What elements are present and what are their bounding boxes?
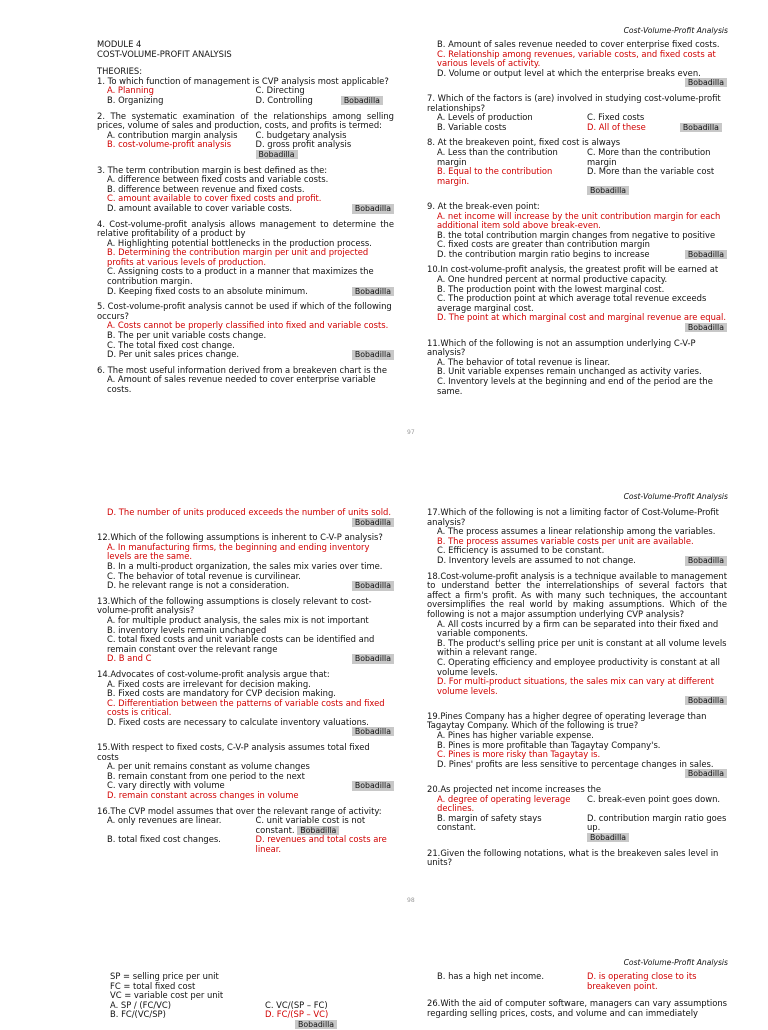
option: A. One hundred percent at normal productive capacity. xyxy=(437,274,668,285)
question-18: 18.Cost-volume-profit analysis is a technique available to management to understand better the interrelationships of several factors that affect a firm's profit. As with many such techniques, the accountant oversimplifies the real world by making assumptions. Which of the following is not a major assumption underlying CVP analysis? A. All costs incurred by a firm can be separated into their fixed and variable components. B. The product's selling price per unit is constant at all volume levels within a relevant range. C. Operating efficiency and employee productivity is constant at all volume levels. D. For multi-product situations, the sales mix can vary at different volume levels. Bobadilla xyxy=(427,570,727,706)
question-21: 21.Given the following notations, what is the breakeven sales level in units? xyxy=(427,847,719,868)
answer-option: C. amount available to cover fixed costs and profit. xyxy=(107,193,322,204)
author-tag: Bobadilla xyxy=(256,150,298,159)
option: C. The production point at which average total revenue exceeds average marginal cost. xyxy=(437,293,707,313)
answer-option: D. revenues and total costs are linear. xyxy=(255,834,387,854)
right-column xyxy=(427,508,727,874)
question-2: 2. The systematic examination of the relationships among selling prices, volume of sales and production, costs, and profits is termed: A. contribution margin analysis C. budgetary analysis B. cost-volume-profit analysis D. gross profit analysis Bobadilla xyxy=(97,110,394,159)
notation-line: VC = variable cost per unit xyxy=(110,990,224,1001)
option: C. break-even point goes down. xyxy=(587,793,721,804)
notation-line: FC = total fixed cost xyxy=(110,980,196,991)
page-98 xyxy=(0,478,768,908)
answer-option: A. Costs cannot be properly classified into fixed and variable costs. xyxy=(107,320,389,331)
page-97 xyxy=(0,0,768,440)
option: D. amount available to cover variable costs. xyxy=(107,202,293,213)
author-tag: Bobadilla xyxy=(341,96,383,105)
option: A. for multiple product analysis, the sales mix is not important xyxy=(107,614,369,625)
option: C. VC/(SP – FC) xyxy=(265,999,328,1010)
option: A. Levels of production xyxy=(437,112,533,123)
option: B. Pines is more profitable than Tagaytay Company's. xyxy=(437,739,661,750)
question-1: 1. To which function of management is CVP analysis most applicable? A. Planning C. Directing B. Organizing D. Controlling Bobadilla xyxy=(97,77,394,106)
option: D. the contribution margin ratio begins to increase xyxy=(437,248,650,259)
option: C. Directing xyxy=(255,85,305,96)
question-8: 8. At the breakeven point, fixed cost is always A. Less than the contribution margin C. More than the contribution margin B. Equal to the contribution margin. D. More than the variable cost Bobadilla xyxy=(427,138,727,196)
option: D. FC/(SP – VC)Bobadilla xyxy=(255,1010,400,1029)
option: C. vary directly with volume xyxy=(107,780,225,791)
answer-option: D. is operating close to its breakeven point. xyxy=(587,971,697,991)
option: D. gross profit analysis Bobadilla xyxy=(255,139,352,159)
option: B. The product's selling price per unit is constant at all volume levels within a relevant range. xyxy=(437,637,727,658)
option: D. Volume or output level at which the enterprise breaks even. xyxy=(437,67,701,78)
option: D. he relevant range is not a consideration. xyxy=(107,580,290,591)
option: A. Highlighting potential bottlenecks in the production process. xyxy=(107,237,372,248)
answer-option: B. Determining the contribution margin per unit and projected profits at various levels of production. xyxy=(107,247,369,267)
question-7: 7. Which of the factors is (are) involved in studying cost-volume-profit relationships? A. Levels of production C. Fixed costs B. Variable costs D. All of these Bobadilla xyxy=(427,94,727,132)
author-tag: Bobadilla xyxy=(352,581,394,591)
author-tag: Bobadilla xyxy=(352,204,394,214)
option: C. More than the contribution margin xyxy=(587,146,711,167)
answer-option: C. Differentiation between the patterns of variable costs and fixed costs is critical. xyxy=(107,697,385,718)
option: B. The per unit variable costs change. xyxy=(107,330,267,341)
module-number: MODULE 4 xyxy=(97,39,142,49)
option: B. margin of safety stays constant. xyxy=(437,812,542,833)
question-10: 10.In cost-volume-profit analysis, the greatest profit will be earned at A. One hundred percent at normal productive capacity. B. The production point with the lowest marginal cost. C. The production point at which average total revenue exceeds average marginal cost. D. The point at which marginal cost and marginal revenue are equal. Bobadilla xyxy=(427,264,726,333)
question-20: 20.As projected net income increases the A. degree of operating leverage declines. C. break-even point goes down. B. margin of safety stays constant. D. contribution margin ratio goes up. Bobadilla xyxy=(427,784,727,842)
option: C. Inventory levels at the beginning and end of the period are the same. xyxy=(437,376,713,396)
author-tag: Bobadilla xyxy=(352,350,394,360)
option: D. Controlling Bobadilla xyxy=(246,96,395,106)
option: A. difference between fixed costs and variable costs. xyxy=(107,174,329,185)
author-tag: Bobadilla xyxy=(685,78,727,87)
option: B. remain constant from one period to the next xyxy=(107,770,305,781)
question-17: 17.Which of the following is not a limiting factor of Cost-Volume-Profit analysis? A. The process assumes a linear relationship among the variables. B. The process assumes variable costs per unit are available. C. Efficiency is assumed to be constant. D. Inventory levels are assumed to not change. Bobadilla xyxy=(427,508,727,566)
left-column xyxy=(110,972,400,1030)
author-tag: Bobadilla xyxy=(352,654,394,664)
running-header: Cost-Volume-Profit Analysis xyxy=(623,958,728,967)
page-99 xyxy=(0,948,768,1029)
option: D. More than the variable cost xyxy=(587,166,715,177)
option: B. the total contribution margin changes from negative to positive xyxy=(437,229,716,240)
option: D. Per unit sales prices change. xyxy=(107,349,240,360)
option: D. Keeping fixed costs to an absolute minimum. xyxy=(107,285,308,296)
question-26: 26.With the aid of computer software, managers can vary assumptions regarding selling prices, costs, and volume and can immediately xyxy=(427,998,727,1018)
answer-option: D. remain constant across changes in volume xyxy=(107,790,299,801)
answer-option: C. Pines is more risky than Tagaytay is. xyxy=(437,749,601,760)
option: D. Pines' profits are less sensitive to percentage changes in sales. xyxy=(437,758,714,769)
page-gap xyxy=(0,908,768,948)
author-tag: Bobadilla xyxy=(297,826,339,835)
option: B. has a high net income. xyxy=(437,971,544,981)
section-heading: THEORIES: xyxy=(97,66,143,77)
question-5: 5. Cost-volume-profit analysis cannot be used if which of the following occurs? A. Costs cannot be properly classified into fixed and variable costs. B. The per unit variable costs change. C. The total fixed cost change. D. Per unit sales prices change. Bobadilla xyxy=(97,302,394,360)
option: C. unit variable cost is not constant. Bobadilla xyxy=(255,815,366,835)
author-tag: Bobadilla xyxy=(295,1020,337,1029)
question-13: 13.Which of the following assumptions is closely relevant to cost-volume-profit analysis? A. for multiple product analysis, the sales mix is not important B. inventory levels remain unchanged C. total fixed costs and unit variable costs can be identified and remain constant over the relevant range D. B and C Bobadilla xyxy=(97,597,394,664)
question-16: 16.The CVP model assumes that over the relevant range of activity: A. only revenues are linear. C. unit variable cost is not constant. Bobadilla B. total fixed cost changes. D. revenues and total costs are linear. xyxy=(97,807,394,855)
option: A. Fixed costs are irrelevant for decision making. xyxy=(107,678,311,689)
question-15: 15.With respect to fixed costs, C-V-P analysis assumes total fixed costs A. per unit remains constant as volume changes B. remain constant from one period to the next C. vary directly with volume Bobadilla D. remain constant across changes in volume xyxy=(97,743,394,801)
author-tag: Bobadilla xyxy=(680,123,722,132)
option: C. The total fixed cost change. xyxy=(107,339,235,350)
answer-option: B. cost-volume-profit analysis xyxy=(107,139,232,150)
option: B. Amount of sales revenue needed to cover enterprise fixed costs. xyxy=(437,39,720,49)
option: C. total fixed costs and unit variable costs can be identified and remain constant over the relevant range xyxy=(107,634,375,654)
right-column xyxy=(427,972,727,1018)
question-14: 14.Advocates of cost-volume-profit analysis argue that: A. Fixed costs are irrelevant for decision making. B. Fixed costs are mandatory for CVP decision making. C. Differentiation between the patterns of variable costs and fixed costs is critical. D. Fixed costs are necessary to calculate inventory valuations. Bobadilla xyxy=(97,670,394,737)
question-3: 3. The term contribution margin is best defined as the: A. difference between fixed costs and variable costs. B. difference between revenue and fixed costs. C. amount available to cover fixed costs and profit. D. amount available to cover variable costs. Bobadilla xyxy=(97,166,394,214)
option: A. The process assumes a linear relationship among the variables. xyxy=(437,526,716,537)
author-tag: Bobadilla xyxy=(587,833,629,842)
question-19: 19.Pines Company has a higher degree of operating leverage than Tagaytay Company. Which of the following is true? A. Pines has higher variable expense. B. Pines is more profitable than Tagaytay Company's. C. Pines is more risky than Tagaytay is. D. Pines' profits are less sensitive to percentage changes in sales. Bobadilla xyxy=(427,712,727,779)
option: C. Assigning costs to a product in a manner that maximizes the contribution margin. xyxy=(107,266,374,287)
option: A. Less than the contribution margin xyxy=(437,146,558,167)
option: A. SP / (FC/VC) xyxy=(110,999,172,1010)
option: D. All of these Bobadilla xyxy=(577,123,727,133)
option: B. FC/(VC/SP) xyxy=(110,1009,166,1020)
author-tag: Bobadilla xyxy=(352,727,394,736)
option: B. total fixed cost changes. xyxy=(107,834,221,845)
answer-option: A. degree of operating leverage declines. xyxy=(437,793,571,814)
answer-option: B. Equal to the contribution margin. xyxy=(437,166,553,186)
running-header: Cost-Volume-Profit Analysis xyxy=(623,492,728,501)
option: B. The production point with the lowest marginal cost. xyxy=(437,283,665,294)
author-tag: Bobadilla xyxy=(685,323,727,332)
option: D. Fixed costs are necessary to calculate inventory valuations. xyxy=(107,716,369,727)
option: B. inventory levels remain unchanged xyxy=(107,624,267,635)
option: C. budgetary analysis xyxy=(255,129,347,140)
author-tag: Bobadilla xyxy=(352,287,394,297)
right-column xyxy=(427,40,727,402)
option: C. Operating efficiency and employee productivity is constant at all volume levels. xyxy=(437,656,720,677)
option: B. In a multi-product organization, the sales mix varies over time. xyxy=(107,560,383,571)
author-tag: Bobadilla xyxy=(685,696,727,705)
option: B. Unit variable expenses remain unchanged as activity varies. xyxy=(437,366,702,377)
option: A. per unit remains constant as volume changes xyxy=(107,761,310,772)
author-tag: Bobadilla xyxy=(352,781,394,791)
answer-option: D. The point at which marginal cost and marginal revenue are equal. xyxy=(437,312,726,323)
option: B. Variable costs xyxy=(437,121,507,132)
answer-option: B. The process assumes variable costs per unit are available. xyxy=(437,535,694,546)
option: C. Fixed costs xyxy=(587,112,645,123)
author-tag: Bobadilla xyxy=(587,186,629,195)
question-6: 6. The most useful information derived from a breakeven chart is the A. Amount of sales revenue needed to cover enterprise variable costs. xyxy=(97,366,394,395)
option: A. Amount of sales revenue needed to cover enterprise variable costs. xyxy=(107,374,376,394)
answer-option: A. net income will increase by the unit contribution margin for each additional item sold above break-even. xyxy=(437,210,721,231)
page-number: 97 xyxy=(407,429,415,436)
answer-option: C. Relationship among revenues, variable costs, and fixed costs at various levels of activity. xyxy=(437,48,716,69)
option: A. The behavior of total revenue is linear. xyxy=(437,356,610,367)
notation-line: SP = selling price per unit xyxy=(110,971,219,981)
answer-option: A. In manufacturing firms, the beginning and ending inventory levels are the same. xyxy=(107,541,370,562)
answer-option: D. For multi-product situations, the sales mix can vary at different volume levels. xyxy=(437,676,714,696)
option: D. contribution margin ratio goes up. xyxy=(587,812,727,833)
page-gap xyxy=(0,440,768,478)
option: D. Inventory levels are assumed to not change. xyxy=(437,554,636,565)
answer-option: A. Planning xyxy=(107,85,154,96)
author-tag: Bobadilla xyxy=(685,250,727,260)
left-column xyxy=(97,40,394,401)
answer-option: D. B and C xyxy=(107,653,152,664)
left-column xyxy=(97,508,394,861)
question-11-cont xyxy=(97,508,394,527)
option: A. only revenues are linear. xyxy=(107,815,222,826)
option: C. Efficiency is assumed to be constant. xyxy=(437,545,605,556)
question-12: 12.Which of the following assumptions is inherent to C-V-P analysis? A. In manufacturing firms, the beginning and ending inventory levels are the same. B. In a multi-product organization, the sales mix varies over time. C. The behavior of total revenue is curvilinear. D. he relevant range is not a consideration. Bobadilla xyxy=(97,533,394,591)
option: A. All costs incurred by a firm can be separated into their fixed and variable components. xyxy=(437,618,719,639)
author-tag: Bobadilla xyxy=(352,518,394,527)
option: A. contribution margin analysis xyxy=(107,129,238,140)
option: B. Organizing xyxy=(107,94,164,105)
author-tag: Bobadilla xyxy=(685,556,727,566)
question-11: 11.Which of the following is not an assumption underlying C-V-P analysis? A. The behavior of total revenue is linear. B. Unit variable expenses remain unchanged as activity varies. C. Inventory levels at the beginning and end of the period are the same. xyxy=(427,339,727,397)
option: A. Pines has higher variable expense. xyxy=(437,730,594,741)
question-9: 9. At the break-even point: A. net income will increase by the unit contribution margin for each additional item sold above break-even. B. the total contribution margin changes from negative to positive C. fixed costs are greater than contribution margin D. the contribution margin ratio begins to increase Bobadilla xyxy=(427,202,727,260)
option: B. difference between revenue and fixed costs. xyxy=(107,183,305,194)
running-header: Cost-Volume-Profit Analysis xyxy=(623,26,728,35)
module-title: COST-VOLUME-PROFIT ANALYSIS xyxy=(97,48,232,59)
answer-option: D. The number of units produced exceeds the number of units sold. xyxy=(107,507,392,517)
page-number: 98 xyxy=(407,897,415,904)
option: C. The behavior of total revenue is curvilinear. xyxy=(107,570,301,581)
question-4: 4. Cost-volume-profit analysis allows management to determine the relative profitability of a product by A. Highlighting potential bottlenecks in the production process. B. Determining the contribution margin per unit and projected profits at various levels of production. C. Assigning costs to a product in a manner that maximizes the contribution margin. D. Keeping fixed costs to an absolute minimum. Bobadilla xyxy=(97,218,394,296)
option: C. fixed costs are greater than contribution margin xyxy=(437,239,650,250)
option: B. Fixed costs are mandatory for CVP decision making. xyxy=(107,688,336,699)
question-6-cont xyxy=(427,40,727,88)
author-tag: Bobadilla xyxy=(685,769,727,778)
